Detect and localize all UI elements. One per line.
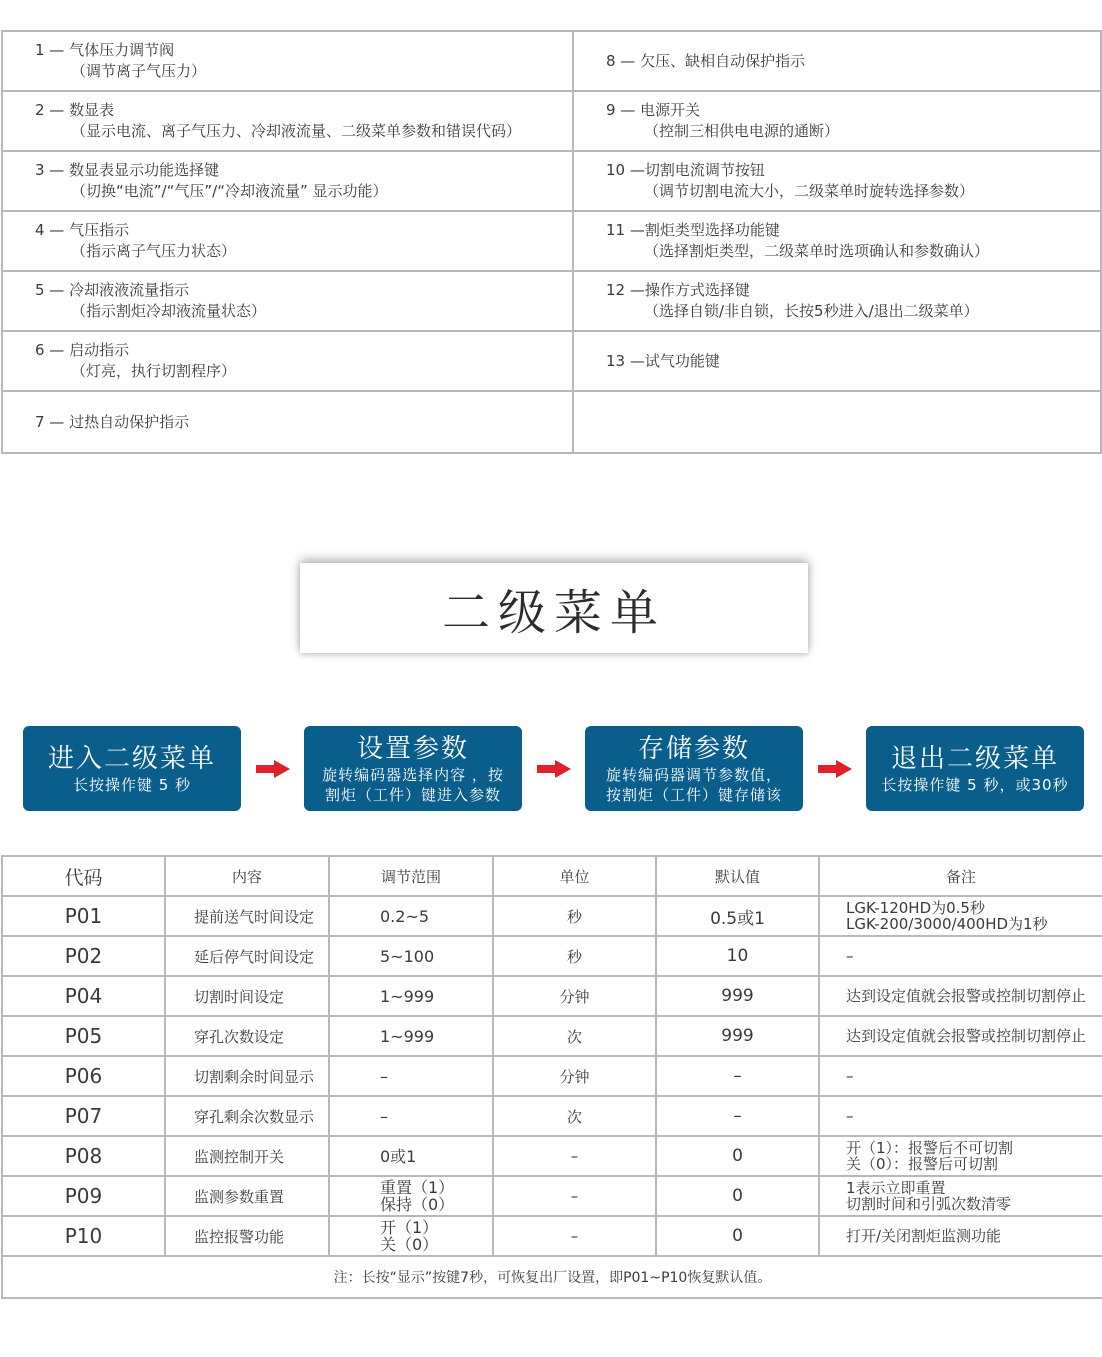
step-desc: 长按操作键 5 秒，或30秒 [881,775,1069,794]
cell-content: 延后停气时间设定 [165,936,329,976]
table-row [2,1096,1102,1136]
cell-content: 穿孔次数设定 [165,1016,329,1056]
cell-range [329,1216,493,1256]
cell-code: P02 [2,936,165,976]
cell-unit: 秒 [493,936,656,976]
legend-item-desc: （切换“电流”/“气压”/“冷却液流量” 显示功能） [71,182,388,200]
cell-default: 0.5或1 [656,896,819,936]
table-row [2,976,1102,1016]
column-header-content: 内容 [165,856,329,896]
column-header-note: 备注 [819,856,1102,896]
cell-note [819,1056,1102,1096]
table-row [2,1216,1102,1256]
cell-unit: 次 [493,1016,656,1056]
legend-item-title: 1 — 气体压力调节阀 [35,41,175,59]
legend-item-8 [574,32,1102,92]
cell-note [819,896,1102,936]
cell-content: 切割剩余时间显示 [165,1056,329,1096]
cell-code: P10 [2,1216,165,1256]
range-line: 关（0） [380,1235,439,1254]
step-desc-line1: 旋转编码器选择内容 ，按 [322,765,504,784]
arrow-right-icon [256,760,290,778]
table-footnote-row [2,1256,1102,1298]
flow-step-set-params [304,726,522,811]
cell-note [819,1136,1102,1176]
cell-unit: – [493,1176,656,1216]
legend-item-empty [574,392,1102,452]
legend-item-title: 6 — 启动指示 [35,341,130,359]
cell-range [329,1056,493,1096]
section-title-secondary-menu: 二级菜单 [300,563,808,653]
cell-range [329,1016,493,1056]
note-line: LGK-120HD为0.5秒 [846,899,985,917]
parameter-table [1,855,1102,1299]
range-line: – [380,1066,388,1086]
legend-item-1 [3,32,574,92]
range-line: 开（1） [380,1218,439,1237]
note-line: – [846,1067,854,1085]
cell-code: P07 [2,1096,165,1136]
legend-item-desc: （指示离子气压力状态） [71,242,237,260]
cell-default: 0 [656,1216,819,1256]
cell-note [819,1096,1102,1136]
cell-code: P08 [2,1136,165,1176]
range-line: – [380,1106,388,1126]
legend-item-title: 2 — 数显表 [35,101,115,119]
step-title: 存储参数 [637,733,750,764]
step-desc-line2: 割炬（工件）键进入参数 [324,785,501,804]
cell-range [329,1176,493,1216]
legend-item-title: 13 —试气功能键 [606,351,720,370]
legend-item-7 [3,392,574,452]
legend-item-desc: （指示割炬冷却液流量状态） [71,302,267,320]
cell-default: 0 [656,1176,819,1216]
table-header-row [2,856,1102,896]
cell-unit: – [493,1136,656,1176]
cell-unit: 分钟 [493,976,656,1016]
legend-item-2 [3,92,574,152]
legend-item-11 [574,212,1102,272]
cell-code: P05 [2,1016,165,1056]
column-header-unit: 单位 [493,856,656,896]
cell-content: 穿孔剩余次数显示 [165,1096,329,1136]
note-line: 达到设定值就会报警或控制切割停止 [846,987,1087,1005]
cell-content: 提前送气时间设定 [165,896,329,936]
cell-note [819,976,1102,1016]
legend-item-title: 12 —操作方式选择键 [606,281,750,299]
cell-range [329,936,493,976]
legend-item-3 [3,152,574,212]
legend-item-title: 11 —割炬类型选择功能键 [606,221,780,239]
cell-default: 999 [656,976,819,1016]
cell-default: – [656,1096,819,1136]
cell-default: 10 [656,936,819,976]
note-line: 开（1）：报警后不可切割 [846,1139,1014,1157]
column-header-default: 默认值 [656,856,819,896]
legend-item-desc: （显示电流、离子气压力、冷却液流量、二级菜单参数和错误代码） [71,122,522,140]
cell-content: 切割时间设定 [165,976,329,1016]
cell-range [329,896,493,936]
range-line: 1~999 [380,1026,435,1046]
legend-item-desc: （控制三相供电电源的通断） [644,122,840,140]
cell-content: 监控报警功能 [165,1216,329,1256]
range-line: 保持（0） [380,1195,455,1214]
note-line: 关（0）：报警后可切割 [846,1155,999,1173]
legend-item-desc: （调节离子气压力） [71,62,207,80]
table-row [2,1176,1102,1216]
table-row [2,896,1102,936]
legend-item-6 [3,332,574,392]
note-line: 切割时间和引弧次数清零 [846,1195,1012,1213]
legend-item-title: 7 — 过热自动保护指示 [35,412,190,431]
legend-item-13 [574,332,1102,392]
step-desc-line2: 按割炬（工件）键存储该 [605,785,782,804]
cell-default: – [656,1056,819,1096]
arrow-right-icon [537,760,571,778]
step-title: 进入二级菜单 [47,743,216,774]
cell-default: 0 [656,1136,819,1176]
step-desc-line1: 旋转编码器调节参数值， [605,765,782,784]
legend-item-title: 5 — 冷却液液流量指示 [35,281,190,299]
step-title: 设置参数 [356,733,469,764]
range-line: 1~999 [380,986,435,1006]
legend-item-desc: （选择自锁/非自锁，长按5秒进入/退出二级菜单） [644,302,979,320]
legend-item-title: 9 — 电源开关 [606,101,701,119]
note-line: 达到设定值就会报警或控制切割停止 [846,1027,1087,1045]
cell-range [329,1096,493,1136]
cell-content: 监测参数重置 [165,1176,329,1216]
range-line: 重置（1） [380,1178,455,1197]
cell-unit: 秒 [493,896,656,936]
table-row [2,1136,1102,1176]
legend-item-title: 4 — 气压指示 [35,221,130,239]
legend-item-5 [3,272,574,332]
table-row [2,1016,1102,1056]
cell-code: P09 [2,1176,165,1216]
legend-item-desc: （调节切割电流大小，二级菜单时旋转选择参数） [644,182,975,200]
component-legend-table [1,30,1102,454]
column-header-range: 调节范围 [329,856,493,896]
range-line: 0或1 [380,1146,417,1166]
note-line: LGK-200/3000/400HD为1秒 [846,915,1048,933]
cell-unit: 次 [493,1096,656,1136]
cell-note [819,1176,1102,1216]
cell-default: 999 [656,1016,819,1056]
note-line: – [846,947,854,965]
legend-item-title: 3 — 数显表显示功能选择键 [35,161,220,179]
table-row [2,1056,1102,1096]
cell-range [329,976,493,1016]
table-row [2,936,1102,976]
flow-step-store-params [585,726,803,811]
cell-content: 监测控制开关 [165,1136,329,1176]
note-line: – [846,1107,854,1125]
step-desc: 长按操作键 5 秒 [72,775,192,794]
legend-item-12 [574,272,1102,332]
legend-item-10 [574,152,1102,212]
cell-code: P06 [2,1056,165,1096]
arrow-right-icon [818,760,852,778]
cell-note [819,1016,1102,1056]
note-line: 1表示立即重置 [846,1179,946,1197]
cell-unit: – [493,1216,656,1256]
cell-note [819,1216,1102,1256]
legend-item-4 [3,212,574,272]
legend-item-desc: （灯亮，执行切割程序） [71,362,237,380]
cell-code: P04 [2,976,165,1016]
cell-range [329,1136,493,1176]
flow-step-exit-menu [866,726,1084,811]
note-line: 打开/关闭割炬监测功能 [846,1227,1002,1245]
legend-item-desc: （选择割炬类型，二级菜单时选项确认和参数确认） [644,242,990,260]
legend-item-title: 8 — 欠压、缺相自动保护指示 [606,51,806,70]
cell-code: P01 [2,896,165,936]
step-title: 退出二级菜单 [890,743,1059,774]
column-header-code: 代码 [2,856,165,896]
flow-step-enter-menu [23,726,241,811]
legend-item-title: 10 —切割电流调节按钮 [606,161,765,179]
cell-note [819,936,1102,976]
range-line: 0.2~5 [380,906,430,926]
range-line: 5~100 [380,946,435,966]
footnote: 注：长按“显示”按键7秒，可恢复出厂设置，即P01~P10恢复默认值。 [2,1256,1102,1298]
menu-flow-diagram [0,726,1102,811]
legend-item-9 [574,92,1102,152]
cell-unit: 分钟 [493,1056,656,1096]
